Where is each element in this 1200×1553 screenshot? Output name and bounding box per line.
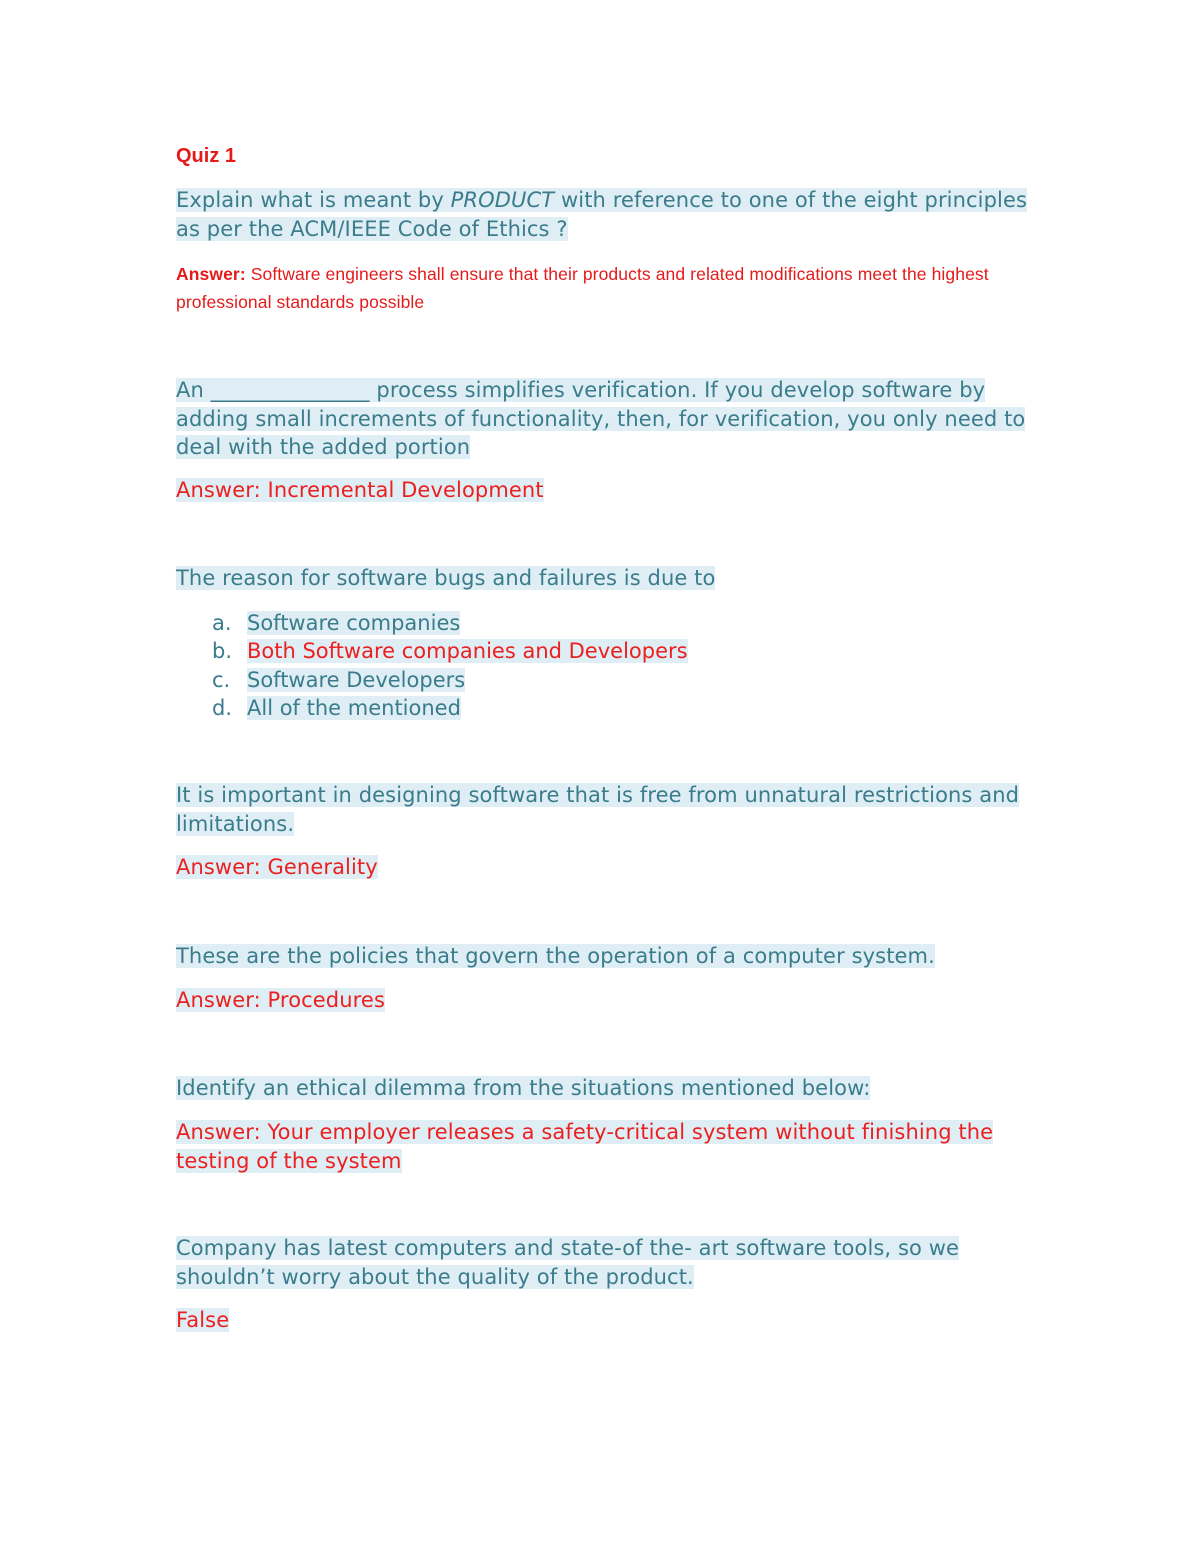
option-a-marker: a. — [212, 611, 232, 635]
answer-7-text: False — [176, 1308, 230, 1332]
option-c-text: Software Developers — [247, 667, 466, 692]
question-3 — [176, 564, 1036, 593]
question-6-text: Identify an ethical dilemma from the situations mentioned below: — [176, 1076, 871, 1100]
option-c — [176, 666, 1036, 694]
answer-5 — [176, 986, 1036, 1015]
question-1-prefix: Explain what is meant by — [176, 188, 451, 212]
quiz-title: Quiz 1 — [176, 145, 237, 167]
option-d-text: All of the mentioned — [247, 696, 461, 721]
answer-7 — [176, 1306, 1036, 1335]
answer-5-text: Answer: Procedures — [176, 988, 385, 1012]
question-3-options — [176, 609, 1036, 723]
question-2 — [176, 376, 1036, 462]
option-b-text: Both Software companies and Developers — [247, 639, 688, 664]
question-1 — [176, 186, 1036, 243]
question-7 — [176, 1234, 1026, 1291]
answer-4 — [176, 853, 1036, 882]
answer-1 — [176, 260, 1026, 316]
question-5 — [176, 942, 1036, 971]
answer-4-text: Answer: Generality — [176, 855, 378, 879]
question-1-suffix: with reference to one of the eight principles as per the ACM/IEEE Code of Ethics ? — [176, 188, 1028, 241]
question-3-text: The reason for software bugs and failures is due to — [176, 566, 716, 590]
question-6 — [176, 1074, 1036, 1103]
answer-6-text: Answer: Your employer releases a safety-critical system without finishing the testing of the system — [176, 1120, 994, 1173]
answer-2 — [176, 476, 1036, 505]
answer-1-label: Answer: — [176, 264, 251, 284]
option-d — [176, 694, 1036, 722]
answer-2-text: Answer: Incremental Development — [176, 478, 544, 502]
question-4-text: It is important in designing software that is free from unnatural restrictions and limitations. — [176, 783, 1020, 836]
option-b-marker: b. — [212, 639, 233, 664]
option-a-text: Software companies — [247, 611, 461, 635]
option-a — [176, 609, 1036, 637]
question-2-text: An _______________ process simplifies verification. If you develop software by adding small increments of functionality, then, for verification, you only need to deal with the added portion — [176, 378, 1026, 459]
question-5-text: These are the policies that govern the operation of a computer system. — [176, 944, 935, 968]
option-b — [176, 637, 1036, 665]
question-1-emphasis: PRODUCT — [450, 188, 555, 212]
question-7-text: Company has latest computers and state-of the- art software tools, so we shouldn’t worry about the quality of the product. — [176, 1236, 960, 1289]
option-c-marker: c. — [212, 667, 231, 692]
option-d-marker: d. — [212, 696, 233, 721]
question-4 — [176, 781, 1036, 838]
answer-1-text: Software engineers shall ensure that their products and related modifications meet the highest professional standards possible — [176, 264, 989, 312]
answer-6 — [176, 1118, 1016, 1175]
